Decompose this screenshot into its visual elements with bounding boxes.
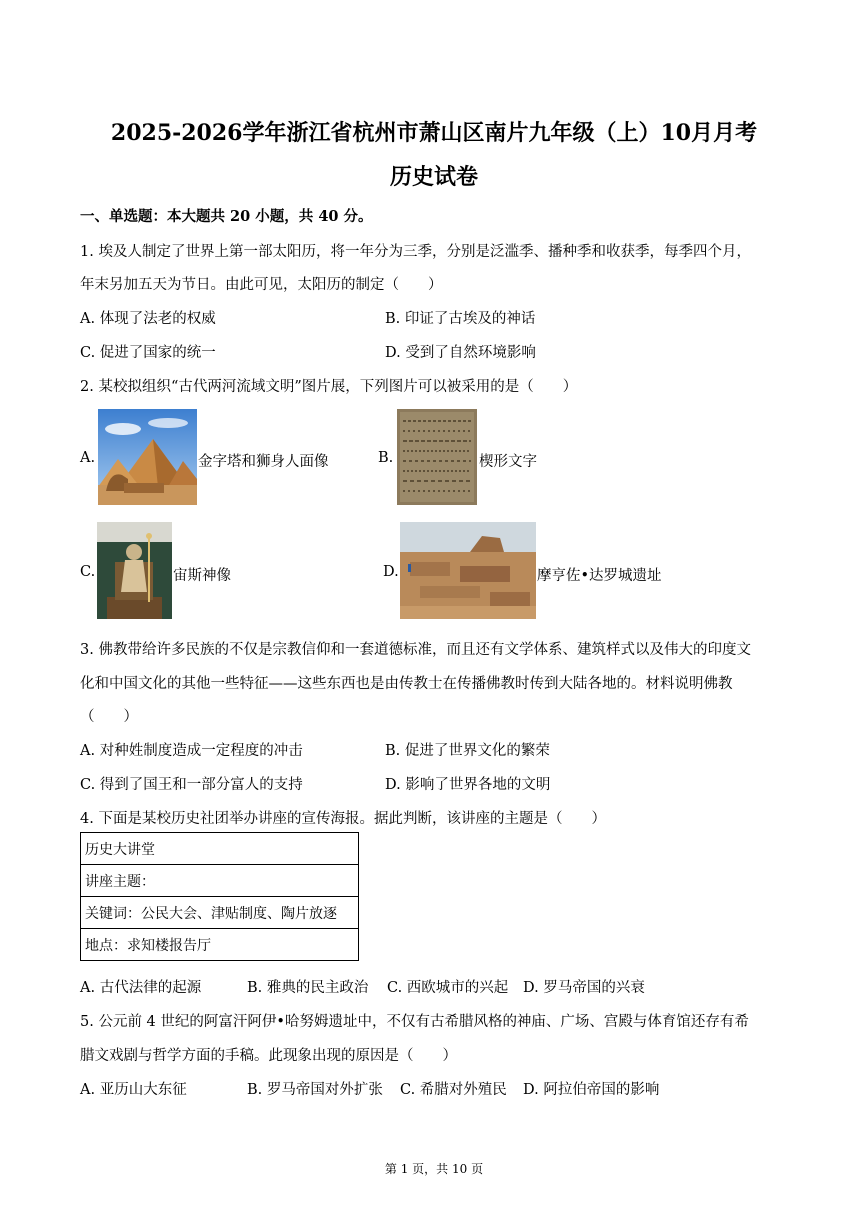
question-1-line-2: 年末另加五天为节日。由此可见，太阳历的制定（ ）: [80, 277, 443, 293]
q1-option-d: D. 受到了自然环境影响: [385, 345, 536, 361]
q2-option-d-letter: D.: [383, 564, 399, 580]
question-5-line-2: 腊文戏剧与哲学方面的手稿。此现象出现的原因是（ ）: [80, 1048, 457, 1064]
exam-subtitle: 历史试卷: [389, 164, 478, 190]
q4-option-d: D. 罗马帝国的兴衰: [523, 980, 645, 996]
q1-option-a: A. 体现了法老的权威: [80, 311, 216, 327]
q2-option-b-letter: B.: [378, 450, 394, 466]
q1-option-b: B. 印证了古埃及的神话: [385, 311, 536, 327]
q5-option-a: A. 亚历山大东征: [80, 1082, 187, 1098]
q1-option-c: C. 促进了国家的统一: [80, 345, 216, 361]
poster-row: 历史大讲堂: [81, 833, 359, 865]
q4-option-c: C. 西欧城市的兴起: [387, 980, 509, 996]
q5-option-b: B. 罗马帝国对外扩张: [247, 1082, 383, 1098]
question-5-line-1: 5. 公元前 4 世纪的阿富汗阿伊•哈努姆遗址中，不仅有古希腊风格的神庙、广场、宫殿与体育馆还存有希: [80, 1014, 749, 1030]
pyramids-sphinx-image: [98, 409, 197, 505]
lecture-poster-table: [80, 832, 359, 961]
mohenjo-daro-ruins-image: [400, 522, 536, 619]
poster-row: 讲座主题：: [81, 865, 359, 897]
q2-option-a-caption: 金字塔和狮身人面像: [198, 454, 329, 470]
q3-option-c: C. 得到了国王和一部分富人的支持: [80, 777, 303, 793]
exam-title: 2025-2026学年浙江省杭州市萧山区南片九年级（上）10月月考: [110, 120, 758, 146]
page-footer: 第 1 页，共 10 页: [384, 1162, 484, 1176]
q3-option-b: B. 促进了世界文化的繁荣: [385, 743, 550, 759]
q2-option-d-caption: 摩亨佐•达罗城遗址: [537, 568, 662, 584]
q3-option-d: D. 影响了世界各地的文明: [385, 777, 551, 793]
q2-option-c-caption: 宙斯神像: [173, 568, 231, 584]
question-3-line-2: 化和中国文化的其他一些特征——这些东西也是由传教士在传播佛教时传到大陆各地的。材料说明佛教: [80, 676, 733, 692]
question-4-line-1: 4. 下面是某校历史社团举办讲座的宣传海报。据此判断，该讲座的主题是（ ）: [80, 811, 606, 827]
q2-option-c-letter: C.: [80, 564, 96, 580]
q3-option-a: A. 对种姓制度造成一定程度的冲击: [80, 743, 303, 759]
q5-option-d: D. 阿拉伯帝国的影响: [523, 1082, 660, 1098]
cuneiform-tablet-image: [397, 409, 477, 505]
section-heading: 一、单选题：本大题共 20 小题，共 40 分。: [80, 208, 373, 225]
q2-option-b-caption: 楔形文字: [479, 454, 537, 470]
zeus-statue-image: [97, 522, 172, 619]
q2-option-a-letter: A.: [80, 450, 96, 466]
question-1-line-1: 1. 埃及人制定了世界上第一部太阳历，将一年分为三季，分别是泛滥季、播种季和收获季，每季四个月，: [80, 244, 751, 260]
question-3-line-1: 3. 佛教带给许多民族的不仅是宗教信仰和一套道德标准，而且还有文学体系、建筑样式以及伟大的印度文: [80, 642, 751, 658]
question-2-line-1: 2. 某校拟组织“古代两河流域文明”图片展，下列图片可以被采用的是（ ）: [80, 379, 578, 395]
poster-row: 地点：求知楼报告厅: [81, 929, 359, 961]
q5-option-c: C. 希腊对外殖民: [400, 1082, 507, 1098]
q4-option-b: B. 雅典的民主政治: [247, 980, 369, 996]
question-3-line-3: （ ）: [80, 709, 138, 725]
q4-option-a: A. 古代法律的起源: [80, 980, 202, 996]
poster-row: 关键词：公民大会、津贴制度、陶片放逐: [81, 897, 359, 929]
